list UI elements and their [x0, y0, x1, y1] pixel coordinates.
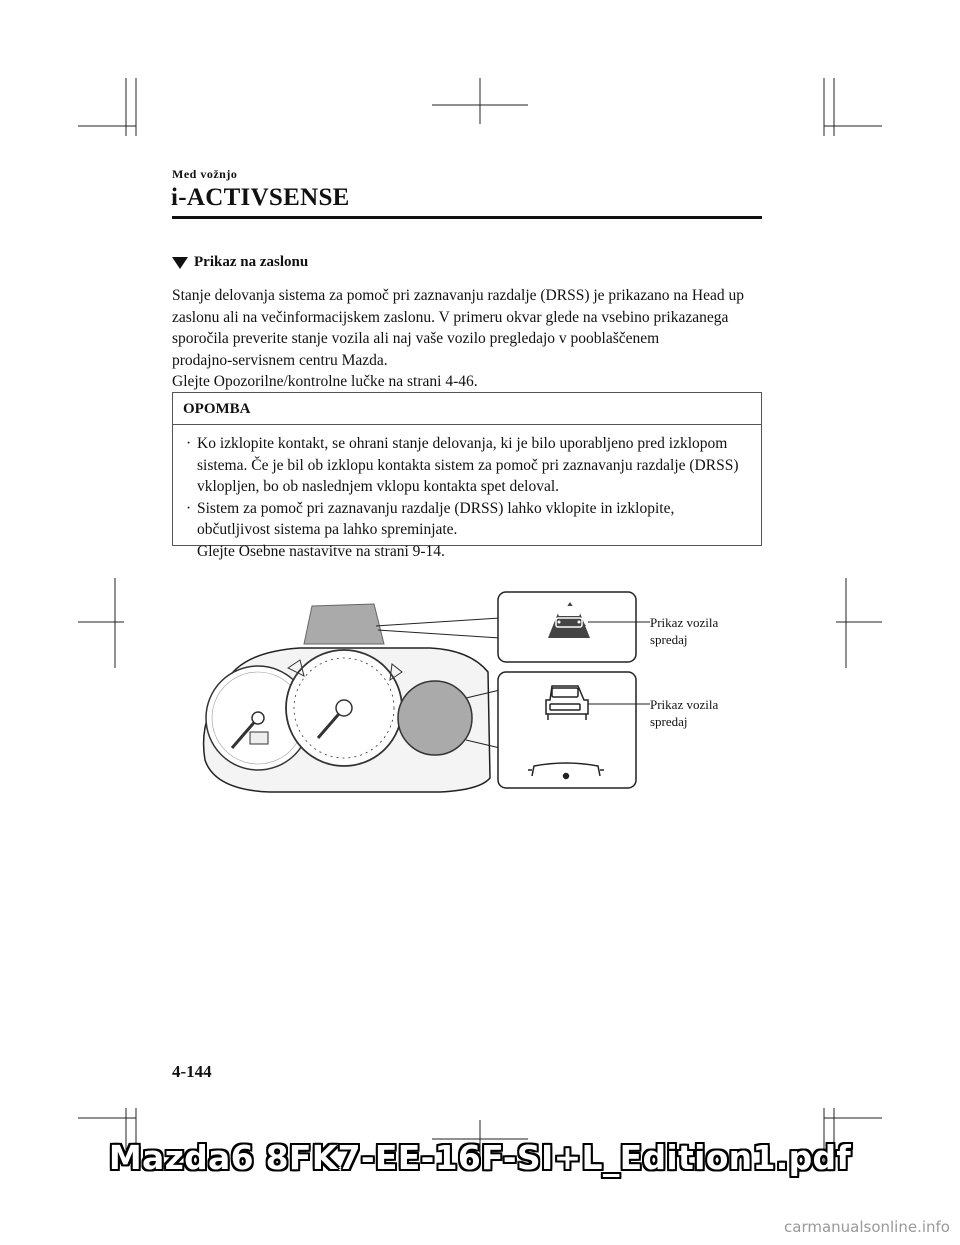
note-heading: OPOMBA: [173, 393, 761, 425]
note-line: sistema. Če je bil ob izklopu kontakta sistem za pomoč pri zaznavanju razdalje (DRSS): [197, 456, 739, 474]
paragraph-line: prodajno-servisnem centru Mazda.: [172, 351, 388, 369]
callout-line: Prikaz vozila: [650, 615, 719, 630]
subheading-text: Prikaz na zaslonu: [194, 254, 309, 270]
multi-information-display: [398, 681, 472, 755]
footer-document-title: Mazda6 8FK7-EE-16F-SI+L_Edition1.pdf: [108, 1138, 852, 1177]
paragraph-line: zaslonu ali na večinformacijskem zaslonu. V primeru okvar glede na vsebino prikazanega: [172, 308, 729, 326]
note-line: vklopljen, bo ob naslednjem vklopu kontakta spet deloval.: [197, 478, 560, 495]
hud-leader-line: [376, 618, 500, 626]
note-line: Glejte Osebne nastavitve na strani 9-14.: [197, 542, 445, 560]
paragraph-line: Glejte Opozorilne/kontrolne lučke na strani 4-46.: [172, 373, 478, 390]
section-label: Med vožnjo: [172, 167, 238, 181]
head-up-display: [304, 604, 384, 644]
page-number: 4-144: [172, 1062, 212, 1081]
callout-top: [650, 614, 718, 648]
bullet: ·: [186, 499, 192, 517]
note-line: občutljivost sistema pa lahko spreminjate.: [197, 521, 458, 538]
callout-line: spredaj: [650, 714, 688, 729]
callout-bottom: [650, 696, 718, 730]
page-title: i-ACTIVSENSE: [171, 184, 350, 211]
paragraph-line: sporočila preverite stanje vozila ali naj vaše vozilo pregledajo v pooblaščenem: [172, 330, 660, 347]
mid-view-box: [498, 672, 636, 788]
callout-line: spredaj: [650, 632, 688, 647]
watermark: carmanualsonline.info: [784, 1218, 950, 1236]
note-line: Ko izklopite kontakt, se ohrani stanje delovanja, ki je bilo uporabljeno pred izklopom: [197, 435, 728, 452]
note-line: Sistem za pomoč pri zaznavanju razdalje (DRSS) lahko vklopite in izklopite,: [197, 499, 675, 517]
callout-line: Prikaz vozila: [650, 697, 719, 712]
bullet: ·: [186, 435, 192, 452]
paragraph-line: Stanje delovanja sistema za pomoč pri zaznavanju razdalje (DRSS) je prikazano na Head up: [172, 287, 744, 304]
